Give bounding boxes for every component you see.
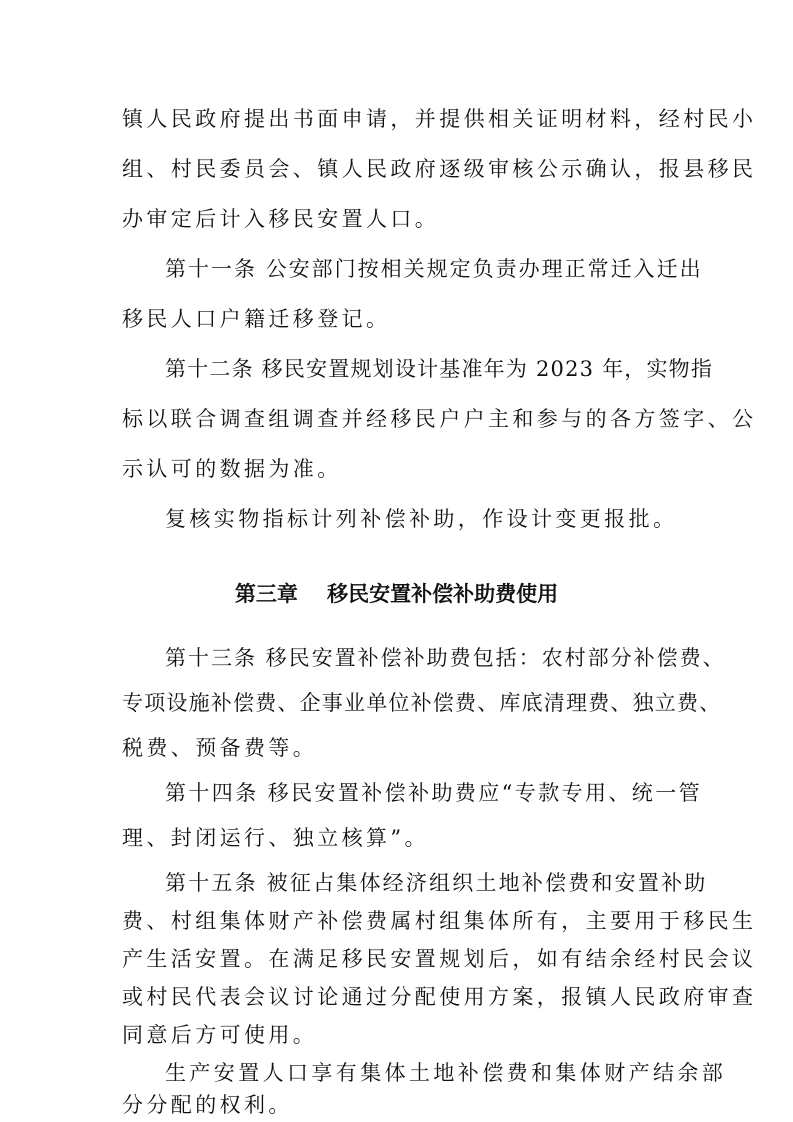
article-14-line-1: 第十四条 移民安置补偿补助费应“专款专用、统一管 (165, 781, 703, 805)
article-12-line-2: 标以联合调查组调查并经移民户户主和参与的各方签字、公 (122, 407, 757, 431)
recheck-paragraph: 复核实物指标计列补偿补助，作设计变更报批。 (165, 507, 678, 531)
article-13-line-1: 第十三条 移民安置补偿补助费包括：农村部分补偿费、 (165, 646, 726, 670)
article-15-line-3: 产生活安置。在满足移民安置规划后，如有结余经村民会议 (122, 947, 757, 971)
paragraph-1-line-3: 办审定后计入移民安置人口。 (122, 207, 440, 231)
article-12-line-3: 示认可的数据为准。 (122, 457, 342, 481)
article-11-line-1: 第十一条 公安部门按相关规定负责办理正常迁入迁出 (165, 257, 703, 281)
article-12-line-1: 第十二条 移民安置规划设计基准年为 2023 年，实物指 (165, 357, 714, 381)
final-paragraph-line-2: 分分配的权利。 (122, 1093, 293, 1117)
paragraph-1-line-2: 组、村民委员会、镇人民政府逐级审核公示确认，报县移民 (122, 157, 757, 181)
chapter-heading (0, 584, 793, 605)
article-15-line-5: 同意后方可使用。 (122, 1023, 318, 1047)
article-15-line-2: 费、村组集体财产补偿费属村组集体所有，主要用于移民生 (122, 909, 757, 933)
paragraph-1-line-1: 镇人民政府提出书面申请，并提供相关证明材料，经村民小 (122, 107, 757, 131)
article-14-line-2: 理、封闭运行、独立核算”。 (122, 826, 429, 850)
article-15-line-4: 或村民代表会议讨论通过分配使用方案，报镇人民政府审查 (122, 985, 757, 1009)
article-13-line-3: 税费、预备费等。 (122, 736, 318, 760)
article-11-line-2: 移民人口户籍迁移登记。 (122, 307, 391, 331)
article-15-line-1: 第十五条 被征占集体经济组织土地补偿费和安置补助 (165, 871, 708, 895)
article-13-line-2: 专项设施补偿费、企事业单位补偿费、库底清理费、独立费、 (122, 691, 722, 715)
final-paragraph-line-1: 生产安置人口享有集体土地补偿费和集体财产结余部 (165, 1061, 727, 1085)
chapter-heading-text: 第三章 移民安置补偿补助费使用 (234, 582, 559, 606)
